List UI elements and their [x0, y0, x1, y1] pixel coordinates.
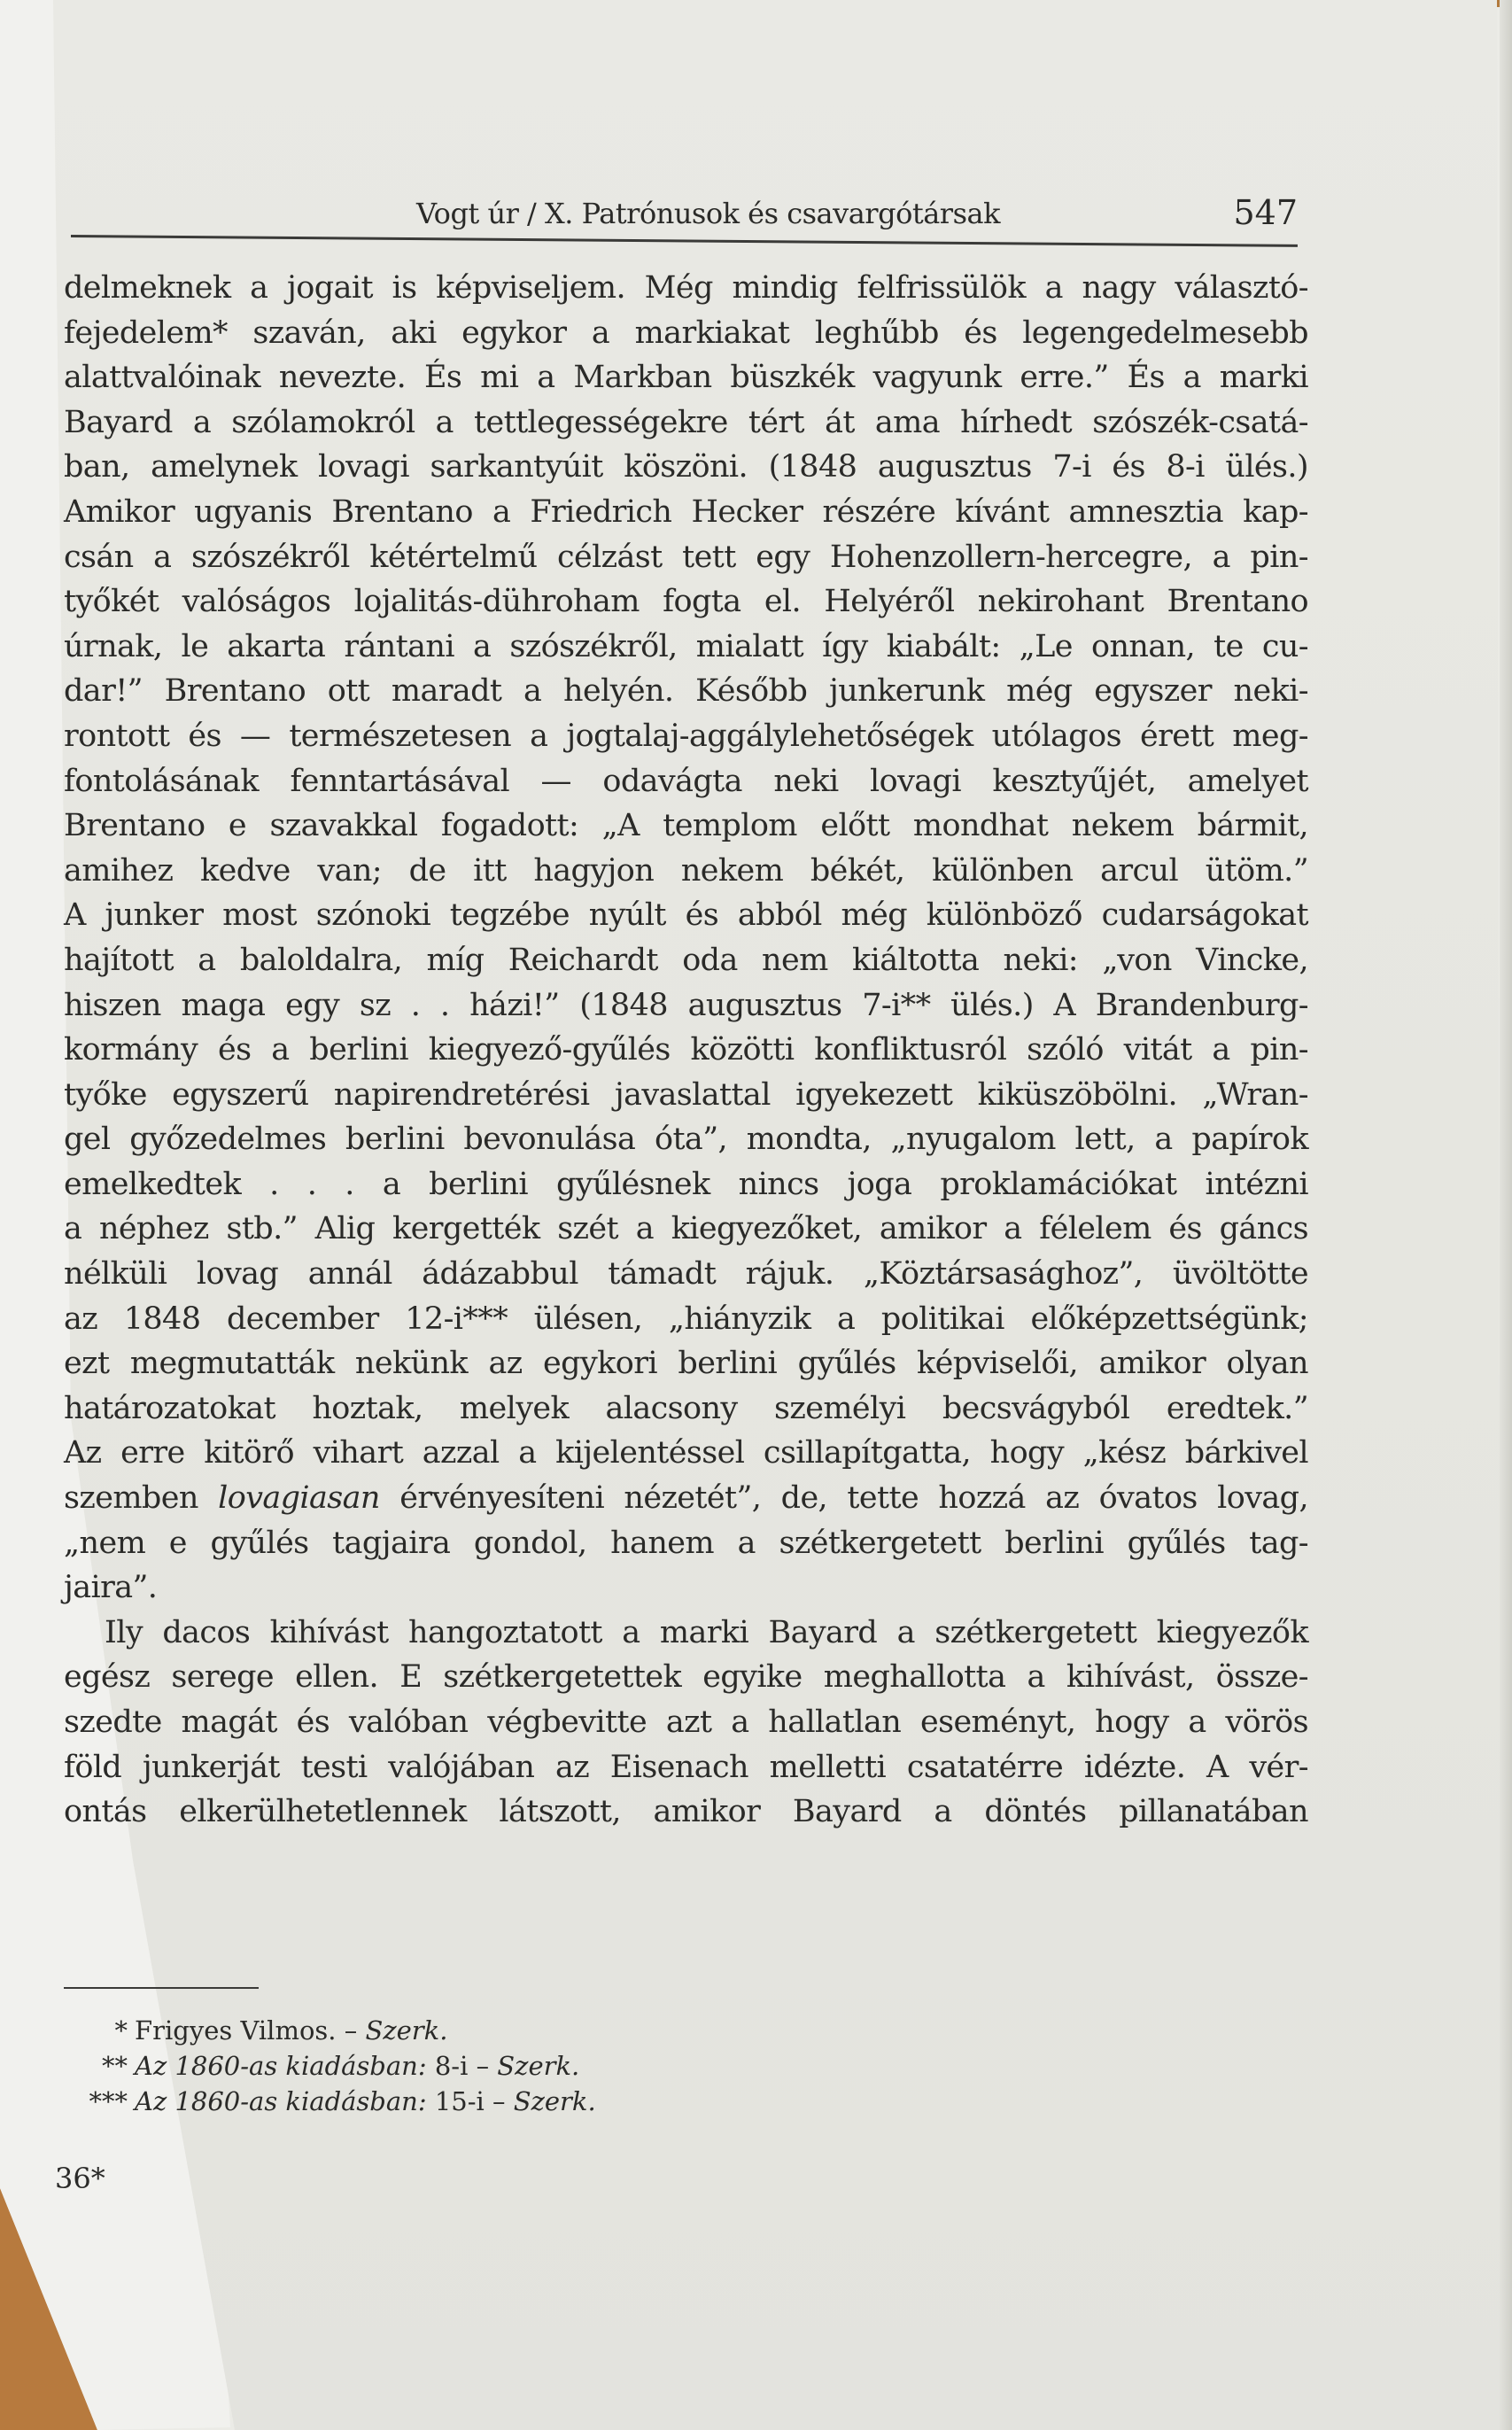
text-line: a néphez stb.” Alig kergették szét a kiegyezőket, amikor a félelem és gáncs: [64, 1211, 1308, 1247]
page-edge-shadow: [1500, 0, 1512, 2430]
text-line: Az erre kitörő vihart azzal a kijelentéssel csillapítgatta, hogy „kész bárkivel: [64, 1435, 1308, 1471]
text-line: tyőke egyszerű napirendretérési javaslattal igyekezett kiküszöbölni. „Wran-: [64, 1076, 1308, 1113]
text-line: Bayard a szólamokról a tettlegességekre tért át ama hírhedt szószék-csatá-: [64, 404, 1308, 440]
paragraph-first-line: Ily dacos kihívást hangoztatott a marki Bayard a szétkergetett kiegyezők: [105, 1614, 1308, 1650]
footnotes: [64, 2013, 861, 2119]
text-line: csán a szószékről kétértelmű célzást tett egy Hohenzollern-hercegre, a pin-: [64, 539, 1308, 575]
footnote-rule: [64, 1987, 259, 1989]
text-line: Amikor ugyanis Brentano a Friedrich Hecker részére kívánt amnesztia kap-: [64, 493, 1308, 530]
text-line: szedte magát és valóban végbevitte azt a hallatlan eseményt, hogy a vörös: [64, 1704, 1308, 1740]
body-text: [64, 266, 1308, 1835]
footnote: [64, 2013, 861, 2048]
footnote-editor-note: Szerk.: [513, 2086, 596, 2116]
text-line: „nem e gyűlés tagjaira gondol, hanem a szétkergetett berlini gyűlés tag-: [64, 1525, 1308, 1561]
footnote-mark: **: [102, 2051, 128, 2081]
footnote-editor-note: Szerk.: [497, 2051, 580, 2081]
page-header: [71, 188, 1298, 241]
signature-mark: 36*: [55, 2162, 105, 2195]
footnote-text: 8-i –: [426, 2051, 498, 2081]
text-line: dar!” Brentano ott maradt a helyén. Később junkerunk még egyszer neki-: [64, 673, 1308, 710]
footnote-lead: Az 1860-as kiadásban:: [135, 2051, 427, 2081]
text-line: hiszen maga egy sz . . házi!” (1848 augusztus 7-i** ülés.) A Brandenburg-: [64, 987, 1308, 1023]
italic-word: lovagiasan: [218, 1480, 380, 1517]
text-line: hajított a baloldalra, míg Reichardt oda nem kiáltotta neki: „von Vincke,: [64, 942, 1308, 978]
text-line: ban, amelynek lovagi sarkantyúit köszöni. (1848 augusztus 7-i és 8-i ülés.): [64, 449, 1308, 485]
running-title: Vogt úr / X. Patrónusok és csavargótársak: [416, 197, 1000, 230]
text-line: rontott és — természetesen a jogtalaj-aggálylehetőségek utólagos érett meg-: [64, 718, 1308, 754]
footnote-editor-note: Szerk.: [365, 2015, 448, 2046]
text-line: delmeknek a jogait is képviseljem. Még mindig felfrissülök a nagy választó-: [64, 270, 1308, 306]
footnote-text: 15-i –: [426, 2086, 514, 2116]
text-line: úrnak, le akarta rántani a szószékről, mialatt így kiabált: „Le onnan, te cu-: [64, 628, 1308, 664]
text-line: fejedelem* szaván, aki egykor a markiakat leghűbb és legengedelmesebb: [64, 314, 1308, 351]
text-line: alattvalóinak nevezte. És mi a Markban büszkék vagyunk erre.” És a marki: [64, 360, 1308, 396]
text-line: fontolásának fenntartásával — odavágta neki lovagi kesztyűjét, amelyet: [64, 763, 1308, 799]
footnote-text: Frigyes Vilmos. –: [135, 2015, 366, 2046]
text-line: jaira”.: [64, 1570, 158, 1606]
text-line: egész serege ellen. E szétkergetettek egyike meghallotta a kihívást, össze-: [64, 1659, 1308, 1696]
footnote-mark: ***: [89, 2086, 128, 2116]
text-line: kormány és a berlini kiegyező-gyűlés közötti konfliktusról szóló vitát a pin-: [64, 1032, 1308, 1068]
footnote-mark: *: [114, 2015, 128, 2046]
footnote: [64, 2084, 861, 2119]
text-line: A junker most szónoki tegzébe nyúlt és abból még különböző cudarságokat: [64, 897, 1308, 934]
text-line: tyőkét valóságos lojalitás-dühroham fogta el. Helyéről nekirohant Brentano: [64, 584, 1308, 620]
text-line: Brentano e szavakkal fogadott: „A templom előtt mondhat nekem bármit,: [64, 808, 1308, 844]
text-line: emelkedtek . . . a berlini gyűlésnek nincs joga proklamációkat intézni: [64, 1166, 1308, 1202]
footnote-lead: Az 1860-as kiadásban:: [135, 2086, 427, 2116]
text-segment: szemben: [64, 1480, 219, 1517]
text-line: ontás elkerülhetetlennek látszott, amikor Bayard a döntés pillanatában: [64, 1794, 1308, 1830]
text-segment: érvényesíteni nézetét”, de, tette hozzá az óvatos lovag,: [379, 1480, 1308, 1517]
text-line: ezt megmutatták nekünk az egykori berlini gyűlés képviselői, amikor olyan: [64, 1346, 1308, 1382]
text-line: gel győzedelmes berlini bevonulása óta”, mondta, „nyugalom lett, a papírok: [64, 1122, 1308, 1158]
text-line: amihez kedve van; de itt hagyjon nekem békét, különben arcul ütöm.”: [64, 852, 1308, 889]
text-line-with-italic: [64, 1476, 1308, 1521]
text-line: föld junkerját testi valójában az Eisenach melletti csatatérre idézte. A vér-: [64, 1749, 1308, 1785]
text-line: nélküli lovag annál ádázabbul támadt rájuk. „Köztársasághoz”, üvöltötte: [64, 1256, 1308, 1293]
text-line: határozatokat hoztak, melyek alacsony személyi becsvágyból eredtek.”: [64, 1390, 1308, 1426]
footnote: [64, 2048, 861, 2084]
text-line: az 1848 december 12-i*** ülésen, „hiányzik a politikai előképzettségünk;: [64, 1300, 1308, 1337]
page-number: 547: [1233, 193, 1298, 232]
